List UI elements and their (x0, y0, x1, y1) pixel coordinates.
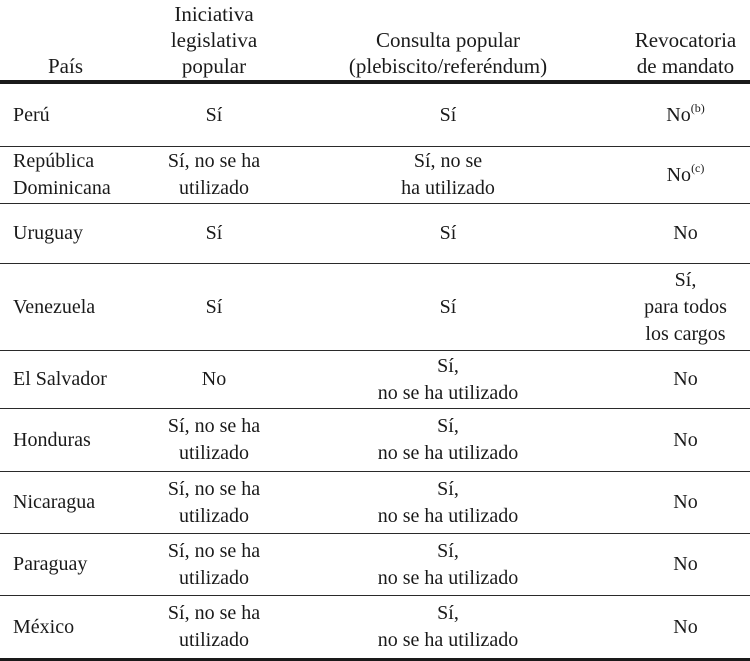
cell-iniciativa (153, 147, 275, 204)
cell-consulta (275, 534, 621, 596)
cell-consulta-text: Sí, (437, 477, 459, 500)
cell-country (0, 534, 153, 596)
cell-consulta-text: no se ha utilizado (377, 381, 519, 404)
header-pais (0, 0, 153, 82)
cell-iniciativa (153, 409, 275, 472)
cell-revocatoria-text: los cargos (645, 322, 726, 345)
cell-consulta (275, 204, 621, 264)
table-row (0, 596, 750, 660)
cell-iniciativa-text: Sí, no se ha (167, 150, 261, 172)
cell-revocatoria-text: No (673, 615, 698, 638)
cell-country-text: Venezuela (13, 295, 96, 318)
cell-iniciativa-text: Sí, no se ha (167, 477, 261, 500)
header-revocatoria (621, 0, 750, 82)
header-consulta (275, 0, 621, 82)
cell-revocatoria (621, 264, 750, 351)
footnote-marker: (c) (691, 160, 705, 175)
cell-revocatoria-text: No (666, 103, 691, 126)
cell-revocatoria (621, 82, 750, 147)
cell-revocatoria-text: No (673, 222, 698, 244)
cell-country (0, 204, 153, 264)
cell-country-text: Paraguay (13, 553, 88, 575)
cell-consulta-text: Sí, no se (413, 150, 483, 172)
cell-country-text: Honduras (13, 428, 91, 451)
header-iniciativa-line: Iniciativa (174, 2, 254, 26)
header-row (0, 0, 750, 82)
cell-revocatoria (621, 534, 750, 596)
cell-country-text: Nicaragua (13, 491, 96, 513)
cell-revocatoria-text: No (673, 553, 698, 575)
table-header (0, 0, 750, 82)
cell-country-text: El Salvador (13, 368, 107, 390)
table-row (0, 409, 750, 472)
cell-consulta (275, 596, 621, 660)
table-row (0, 351, 750, 409)
cell-country-text: Perú (13, 103, 50, 126)
cell-consulta-text: Sí (439, 222, 457, 244)
cell-country (0, 409, 153, 472)
cell-consulta (275, 82, 621, 147)
cell-iniciativa (153, 472, 275, 534)
cell-iniciativa-text: Sí, no se ha (167, 415, 261, 437)
cell-iniciativa-text: Sí (205, 222, 223, 244)
cell-consulta (275, 147, 621, 204)
cell-revocatoria-text: No (666, 163, 692, 186)
cell-iniciativa (153, 82, 275, 147)
cell-country (0, 472, 153, 534)
header-iniciativa (153, 0, 275, 82)
cell-consulta (275, 264, 621, 351)
header-consulta-line: (plebiscito/referéndum) (348, 54, 548, 78)
cell-revocatoria (621, 147, 750, 204)
cell-consulta (275, 472, 621, 534)
header-revocatoria-line: Revocatoria (634, 28, 737, 52)
header-iniciativa-line: legislativa (170, 28, 258, 52)
cell-iniciativa-text: Sí, no se ha (167, 539, 261, 562)
cell-revocatoria (621, 472, 750, 534)
cell-country-text: Uruguay (13, 222, 83, 244)
cell-revocatoria (621, 596, 750, 660)
cell-revocatoria (621, 409, 750, 472)
table-row (0, 147, 750, 204)
cell-consulta-text: no se ha utilizado (377, 629, 519, 651)
cell-country (0, 351, 153, 409)
cell-consulta (275, 351, 621, 409)
cell-consulta-text: Sí, (437, 602, 459, 624)
header-consulta-line: Consulta popular (375, 28, 521, 52)
cell-consulta-text: Sí, (437, 354, 459, 377)
cell-iniciativa-text: Sí (205, 103, 223, 126)
cell-consulta-text: no se ha utilizado (377, 566, 519, 589)
cell-country-text: México (13, 615, 75, 638)
cell-country (0, 147, 153, 204)
cell-consulta (275, 409, 621, 472)
cell-consulta-text: ha utilizado (401, 177, 495, 199)
header-pais-line: País (48, 54, 84, 78)
table-row (0, 472, 750, 534)
table-body (0, 82, 750, 660)
cell-consulta-text: Sí, (437, 539, 459, 562)
cell-iniciativa (153, 534, 275, 596)
cell-revocatoria (621, 351, 750, 409)
cell-revocatoria-text: para todos (644, 295, 727, 318)
cell-revocatoria-text: No (673, 491, 698, 513)
cell-iniciativa-text: utilizado (179, 442, 249, 464)
cell-country (0, 82, 153, 147)
footnote-marker: (b) (690, 100, 705, 115)
cell-iniciativa (153, 264, 275, 351)
cell-iniciativa-text: utilizado (179, 504, 249, 527)
cell-revocatoria-text: No (673, 368, 698, 390)
table-row (0, 264, 750, 351)
cell-country (0, 596, 153, 660)
cell-iniciativa (153, 596, 275, 660)
cell-iniciativa-text: utilizado (179, 566, 249, 589)
cell-iniciativa-text: utilizado (179, 177, 249, 199)
cell-iniciativa-text: Sí, no se ha (167, 602, 261, 624)
cell-consulta-text: no se ha utilizado (377, 504, 519, 527)
header-revocatoria-line: de mandato (636, 54, 735, 78)
cell-iniciativa-text: No (201, 368, 227, 390)
cell-country-text: Dominicana (13, 177, 111, 199)
cell-revocatoria-text: Sí, (674, 268, 697, 291)
cell-consulta-text: Sí (439, 103, 457, 126)
cell-iniciativa-text: Sí (205, 295, 223, 318)
cell-iniciativa (153, 204, 275, 264)
cell-country-text: República (13, 150, 95, 172)
cell-iniciativa (153, 351, 275, 409)
cell-iniciativa-text: utilizado (179, 629, 249, 651)
cell-revocatoria (621, 204, 750, 264)
table-row (0, 204, 750, 264)
cell-revocatoria-text: No (673, 428, 698, 451)
cell-consulta-text: no se ha utilizado (377, 442, 519, 464)
table-row (0, 534, 750, 596)
cell-consulta-text: Sí, (437, 415, 459, 437)
table-row (0, 82, 750, 147)
cell-country (0, 264, 153, 351)
header-iniciativa-line: popular (181, 54, 247, 78)
cell-consulta-text: Sí (439, 295, 457, 318)
